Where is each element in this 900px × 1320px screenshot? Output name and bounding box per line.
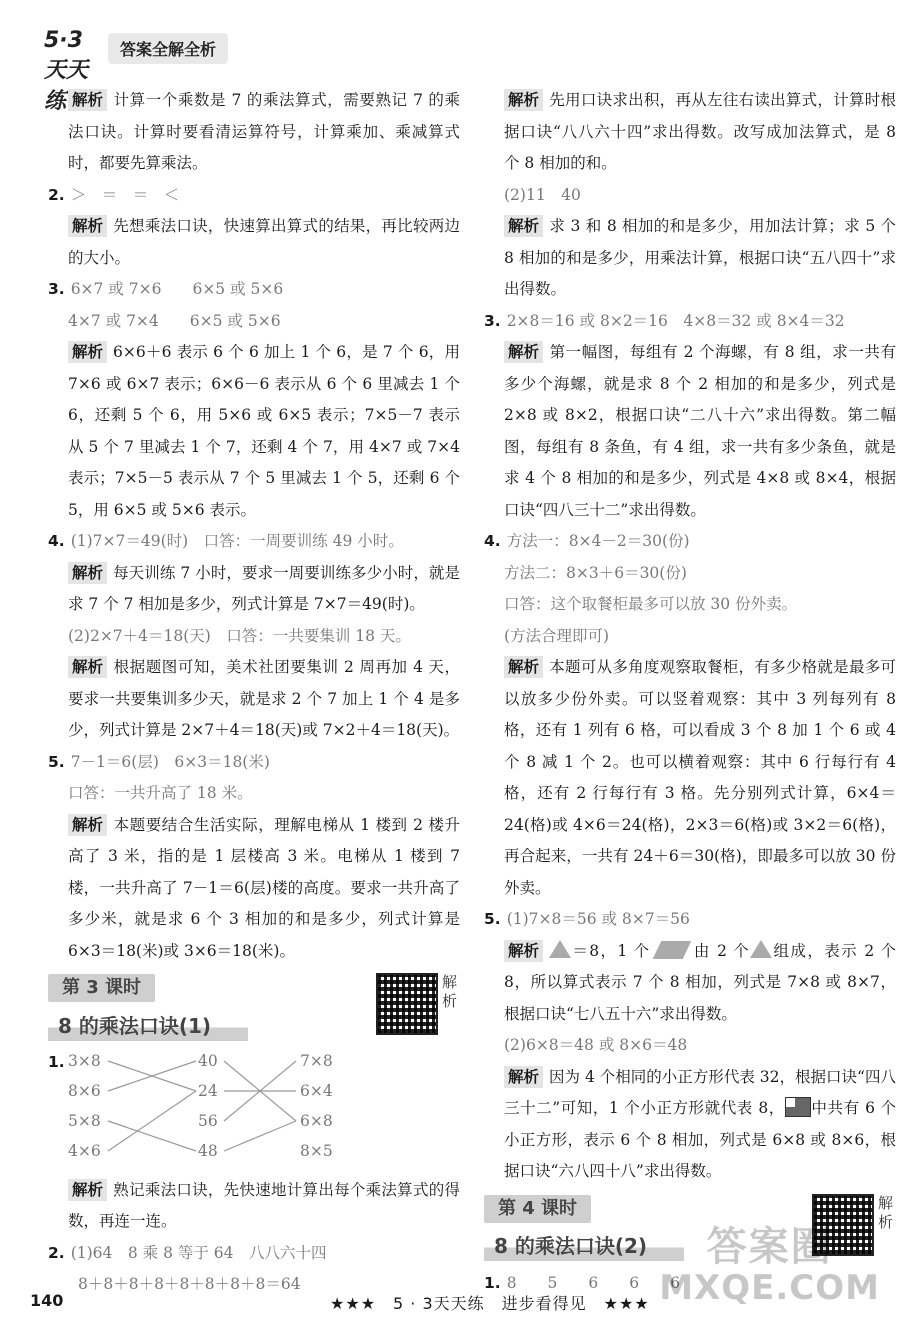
footer-slogan: ★★★ 5 · 3天天练 进步看得见 ★★★: [330, 1294, 650, 1313]
right-p3: 第一幅图，每组有 2 个海螺，有 8 组，求一共有多少个海螺，就是求 8 个 2 相加的和是多少，列式是 2×8 或 8×2，根据口诀“二八十六”求出得数。第二幅图，每组有 8 条鱼，有 4 组，求一共有多少条鱼，就是求 4 个 8 相加的和是多少，列式是 4×8 或 8×4，根据口诀“四八三十二”求出得数。: [504, 343, 896, 519]
r-q5-answer-a: (1)7×8＝56 或 8×7＝56: [506, 910, 690, 928]
right-p1: 先用口诀求出积，再从左往右读出算式，计算时根据口诀“八八六十四”求出得数。改写成加法算式，是 8 个 8 相加的和。: [504, 91, 896, 172]
match-right-2: 6×4: [300, 1081, 333, 1100]
lesson4-title: 8 的乘法口诀(2): [484, 1231, 684, 1261]
jiexi-label: 解析: [68, 562, 107, 584]
lesson3-tag: 第 3 课时: [48, 974, 155, 1002]
r-q5-answer-b: (2)6×8＝48 或 8×6＝48: [504, 1036, 688, 1054]
q4-answer-b: (2)2×7＋4＝18(天) 口答：一共要集训 18 天。: [68, 626, 411, 645]
lesson4-tag: 第 4 课时: [484, 1195, 591, 1223]
jiexi-label: 解析: [68, 1179, 107, 1201]
logo-text: 5·3天天练: [44, 28, 89, 114]
left-column: [48, 85, 460, 1301]
qr-label: 解析: [878, 1193, 894, 1231]
q4-answer-a: (1)7×7＝49(时) 口答：一周要训练 49 小时。: [70, 532, 404, 550]
r-q3-answer: 2×8＝16 或 8×2＝16 4×8＝32 或 8×4＝32: [506, 311, 845, 330]
match-right-4: 8×5: [300, 1141, 333, 1160]
qr-label: 解析: [442, 973, 458, 1010]
right-column: [484, 85, 896, 1299]
jiexi-label: 解析: [68, 341, 107, 363]
q4-number: 4.: [48, 532, 65, 550]
q2-answer: ＞ ＝ ＝ ＜: [70, 185, 180, 204]
match-mid-4: 48: [198, 1141, 218, 1160]
lesson3-title: 8 的乘法口诀(1): [48, 1011, 248, 1041]
page-number: 140: [30, 1291, 64, 1310]
match-left-2: 8×6: [68, 1081, 101, 1100]
matching-lines: [48, 1051, 460, 1175]
match-mid-3: 56: [198, 1111, 218, 1130]
m2-number: 2.: [48, 1243, 65, 1262]
q5-number: 5.: [48, 752, 65, 771]
q5-answer-a: 7－1＝6(层) 6×3＝18(米): [70, 752, 270, 771]
right-p5b-1: 因为 4 个相同的小正方形代表 32，根据口诀“四八三十二”可知，1 个小正方形就代表 8，: [504, 1067, 896, 1117]
right-p2: 求 3 和 8 相加的和是多少，用加法计算；求 5 个 8 相加的和是多少，用乘法计算，根据口诀“五八四十”求出得数。: [504, 217, 896, 298]
q3-answer-b: 4×7 或 7×4 6×5 或 5×6: [68, 311, 281, 330]
watermark-top: 答案圈: [706, 1224, 833, 1270]
q2-number: 2.: [48, 185, 65, 204]
m2-answer-b: 8＋8＋8＋8＋8＋8＋8＋8＝64: [78, 1275, 301, 1293]
right-p5b-2: 中共有 6 个小正方形，表示 6 个 8 相加，列式是 6×8 或 8×6，根据口诀“六八四十八”求出得数。: [504, 1099, 896, 1180]
lesson3-heading: [48, 973, 460, 1047]
jiexi-label: 解析: [504, 341, 543, 363]
jiexi-label: 解析: [68, 215, 107, 237]
q3-number: 3.: [48, 280, 65, 298]
matching-exercise: [48, 1051, 460, 1175]
r-q3-number: 3.: [484, 311, 501, 330]
r-q4-answer-d: (方法合理即可): [504, 626, 610, 645]
q3-answer-a: 6×7 或 7×6 6×5 或 5×6: [70, 280, 284, 298]
jiexi-label: 解析: [68, 656, 107, 678]
r-q5-number: 5.: [484, 910, 501, 928]
jiexi-label: 解析: [504, 215, 543, 237]
square-grid-icon: [785, 1097, 811, 1117]
header-title: 答案全解全析: [108, 33, 228, 64]
m1-number: 1.: [48, 1053, 65, 1071]
qr-code-icon[interactable]: [376, 973, 438, 1035]
left-p3: 6×6＋6 表示 6 个 6 加上 1 个 6，是 7 个 6，用 7×6 或 6×7 表示；6×6－6 表示从 6 个 6 里减去 1 个 6，还剩 5 个 6，用 5×6 或 6×5 表示；7×5－7 表示从 5 个 7 里减去 1 个 7，还剩 4 个 7，用 4×7 或 7×4 表示；7×5－5 表示从 7 个 5 里减去 1 个 5，还剩 6 个 5，用 6×5 或 5×6 表示。: [68, 343, 460, 519]
left-p4a: 每天训练 7 小时，要求一周要训练多少小时，就是求 7 个 7 相加是多少，列式计算是 7×7＝49(时)。: [68, 563, 460, 613]
match-right-1: 7×8: [300, 1051, 333, 1070]
left-p5: 本题要结合生活实际，理解电梯从 1 楼到 2 楼升高了 3 米，指的是 1 层楼高 3 米。电梯从 1 楼到 7 楼，一共升高了 7－1＝6(层)楼的高度。要求一共升高了多少米，就是求 6 个 3 相加的和是多少，列式计算是 6×3＝18(米)或 3×6＝18(米)。: [68, 815, 460, 960]
jiexi-label: 解析: [68, 89, 107, 111]
r-q4-answer-c: 口答：这个取餐柜最多可以放 30 份外卖。: [504, 595, 798, 613]
match-left-4: 4×6: [68, 1141, 101, 1160]
left-p1: 计算一个乘数是 7 的乘法算式，需要熟记 7 的乘法口诀。计算时要看清运算符号，计算乘加、乘减算式时，都要先算乘法。: [68, 91, 460, 172]
left-p2: 先想乘法口诀，快速算出算式的结果，再比较两边的大小。: [68, 217, 460, 267]
right-p4: 本题可从多角度观察取餐柜，有多少格就是最多可以放多少份外卖。可以竖着观察：其中 3 列每列有 8 格，还有 1 列有 6 格，可以看成 3 个 8 加 1 个 6 或 4 个 8 减 1 个 2。也可以横着观察：其中 6 行每行有 4 格，还有 2 行每行有 3 格。先分别列式计算，6×4＝24(格)或 4×6＝24(格)，2×3＝6(格)或 3×2＝6(格)，再合起来，一共有 24＋6＝30(格)，即最多可以放 30 份外卖。: [504, 658, 896, 897]
jiexi-label: 解析: [504, 89, 543, 111]
r-n1-answer: 8 5 6 6 6: [506, 1273, 680, 1292]
right-p5a-3: 组成，表示 2 个 8，所以算式表示 7 个 8 相加，列式是 7×8 或 8×7，根据口诀“七八五十六”求出得数。: [504, 941, 896, 1023]
triangle-icon: [750, 940, 772, 958]
r-q4-number: 4.: [484, 532, 501, 550]
r-n1-number: 1.: [484, 1273, 501, 1292]
m2-answer-a: (1)64 8 乘 8 等于 64 八八六十四: [70, 1243, 327, 1262]
left-p4b: 根据题图可知，美术社团要集训 2 周再加 4 天，要求一共要集训多少天，就是求 2 个 7 加上 1 个 4 是多少，列式计算是 2×7＋4＝18(天)或 7×2＋4＝18(天)。: [68, 658, 460, 739]
r-q4-answer-a: 方法一：8×4－2＝30(份): [506, 532, 690, 550]
triangle-icon: [549, 940, 571, 958]
jiexi-label: 解析: [504, 656, 543, 678]
left-p6: 熟记乘法口诀，先快速地计算出每个乘法算式的得数，再连一连。: [68, 1180, 460, 1230]
match-mid-1: 40: [198, 1051, 218, 1070]
page-footer: [0, 1285, 900, 1315]
watermark-bottom: MXQE.COM: [659, 1268, 880, 1308]
jiexi-label: 解析: [504, 1066, 543, 1088]
parallelogram-icon: [652, 941, 690, 959]
q5-answer-b: 口答：一共升高了 18 米。: [68, 784, 253, 802]
match-left-1: 3×8: [68, 1051, 101, 1070]
right-p5a-1: ＝8，1 个: [571, 941, 651, 960]
match-left-3: 5×8: [68, 1111, 101, 1130]
jiexi-label: 解析: [68, 814, 107, 836]
right-p5a-2: 由 2 个: [692, 941, 751, 960]
r-q4-answer-b: 方法二：8×3＋6＝30(份): [504, 563, 687, 582]
r-q1b-answer: (2)11 40: [504, 185, 581, 204]
match-right-3: 6×8: [300, 1111, 333, 1130]
jiexi-label: 解析: [504, 940, 543, 962]
match-mid-2: 24: [198, 1081, 218, 1100]
